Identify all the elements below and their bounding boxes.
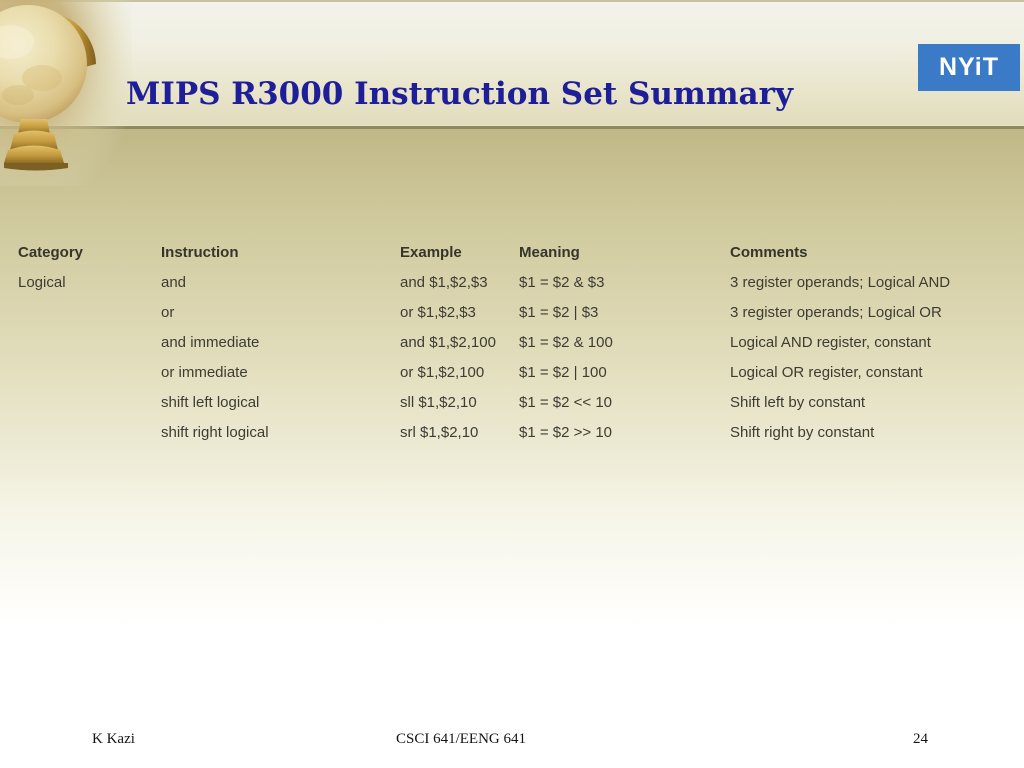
cell-meaning: $1 = $2 >> 10 bbox=[519, 423, 613, 441]
cell-instruction: or immediate bbox=[161, 363, 248, 381]
globe-icon bbox=[0, 0, 132, 191]
cell-instruction: shift right logical bbox=[161, 423, 269, 441]
cell-meaning: $1 = $2 & $3 bbox=[519, 273, 605, 291]
top-border bbox=[0, 0, 1024, 2]
table-row bbox=[0, 417, 1024, 447]
slide-title: MIPS R3000 Instruction Set Summary bbox=[126, 76, 793, 112]
cell-instruction: shift left logical bbox=[161, 393, 260, 411]
table-row bbox=[0, 267, 1024, 297]
column-header-comments: Comments bbox=[730, 243, 808, 261]
column-header-example: Example bbox=[400, 243, 462, 261]
cell-example: and $1,$2,$3 bbox=[400, 273, 488, 291]
footer-author: K Kazi bbox=[92, 731, 135, 747]
column-header-meaning: Meaning bbox=[519, 243, 580, 261]
footer-course: CSCI 641/EENG 641 bbox=[395, 731, 526, 747]
header-divider bbox=[0, 126, 1024, 129]
cell-comments: Shift left by constant bbox=[730, 393, 866, 411]
cell-comments: Logical AND register, constant bbox=[730, 333, 931, 351]
cell-example: or $1,$2,$3 bbox=[400, 303, 476, 321]
table-row bbox=[0, 297, 1024, 327]
cell-example: srl $1,$2,10 bbox=[400, 423, 479, 441]
cell-comments: Shift right by constant bbox=[730, 423, 875, 441]
cell-comments: 3 register operands; Logical OR bbox=[730, 303, 942, 321]
cell-example: and $1,$2,100 bbox=[400, 333, 496, 351]
column-header-instruction: Instruction bbox=[161, 243, 239, 261]
table-header-row bbox=[0, 237, 1024, 267]
cell-meaning: $1 = $2 | $3 bbox=[519, 303, 599, 321]
cell-meaning: $1 = $2 << 10 bbox=[519, 393, 613, 411]
cell-example: or $1,$2,100 bbox=[400, 363, 485, 381]
cell-example: sll $1,$2,10 bbox=[400, 393, 477, 411]
cell-instruction: or bbox=[161, 303, 175, 321]
table-row bbox=[0, 357, 1024, 387]
nyit-logo-text: NYiT bbox=[938, 53, 1000, 81]
cell-meaning: $1 = $2 | 100 bbox=[519, 363, 607, 381]
instruction-table bbox=[0, 237, 1024, 447]
table-row bbox=[0, 327, 1024, 357]
cell-comments: Logical OR register, constant bbox=[730, 363, 923, 381]
nyit-logo bbox=[918, 44, 1020, 91]
cell-comments: 3 register operands; Logical AND bbox=[730, 273, 951, 291]
cell-instruction: and immediate bbox=[161, 333, 260, 351]
cell-category: Logical bbox=[18, 273, 66, 291]
table-row bbox=[0, 387, 1024, 417]
column-header-category: Category bbox=[18, 243, 84, 261]
footer-page-number: 24 bbox=[913, 731, 928, 747]
cell-instruction: and bbox=[161, 273, 187, 291]
content-background bbox=[0, 129, 1024, 768]
cell-meaning: $1 = $2 & 100 bbox=[519, 333, 613, 351]
